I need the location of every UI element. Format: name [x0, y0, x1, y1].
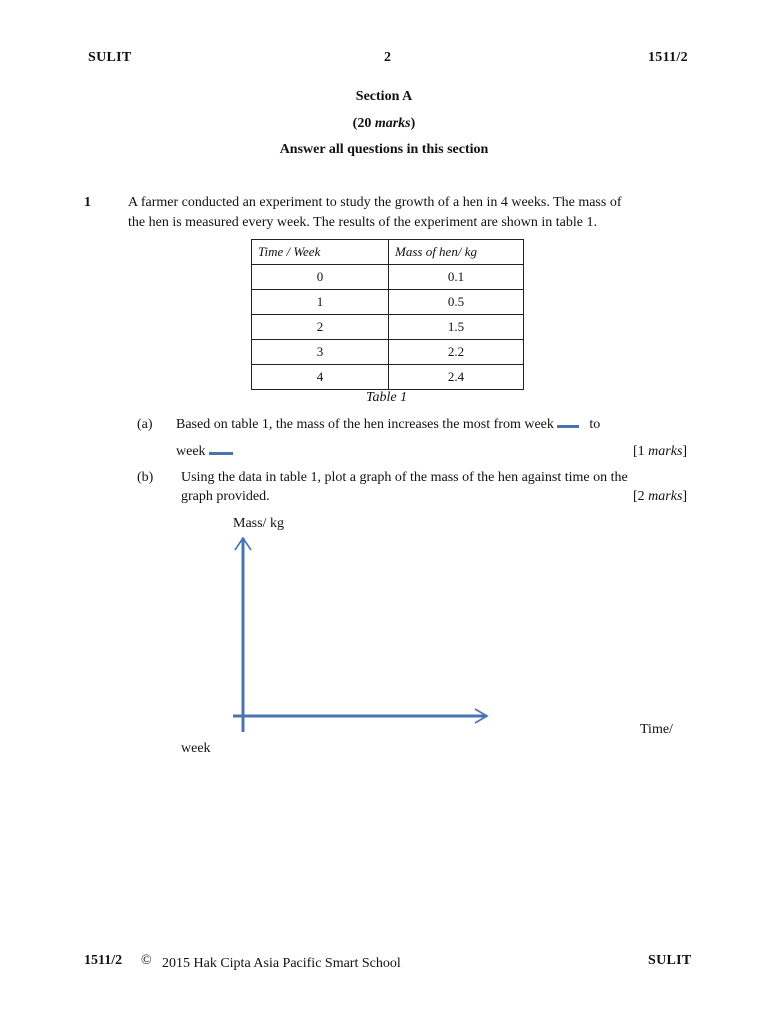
copyright-icon: © — [141, 953, 152, 968]
table-row — [252, 265, 524, 290]
section-instruction: Answer all questions in this section — [279, 142, 489, 157]
part-a-label: (a) — [137, 417, 153, 432]
footer-right: SULIT — [648, 953, 692, 968]
part-b-label: (b) — [137, 470, 154, 485]
table-cell-mass: 1.5 — [389, 315, 524, 340]
table-cell-mass: 0.1 — [389, 265, 524, 290]
part-a-line2: week — [176, 442, 233, 462]
part-b-marks: [2 marks] — [633, 489, 688, 504]
question-text-line2: the hen is measured every week. The results of the experiment are shown in table 1. — [128, 215, 597, 230]
part-a-line1: Based on table 1, the mass of the hen increases the most from week to — [176, 417, 601, 432]
part-b-line2: graph provided. — [181, 489, 270, 504]
table-header-mass: Mass of hen/ kg — [389, 240, 524, 265]
table-header-row — [252, 240, 524, 265]
y-axis-label: Mass/ kg — [233, 516, 284, 531]
table-cell-week: 2 — [252, 315, 389, 340]
table-cell-mass: 2.4 — [389, 365, 524, 390]
question-text-line1: A farmer conducted an experiment to study the growth of a hen in 4 weeks. The mass of — [128, 195, 622, 210]
data-table — [251, 239, 524, 390]
footer-code: 1511/2 — [84, 953, 123, 968]
part-b-line1: Using the data in table 1, plot a graph of the mass of the hen against time on the — [181, 470, 628, 485]
table-caption: Table 1 — [366, 390, 408, 405]
answer-blank-to[interactable] — [209, 442, 233, 455]
table-cell-mass: 0.5 — [389, 290, 524, 315]
section-marks: (20 marks) — [352, 116, 416, 131]
table-cell-week: 3 — [252, 340, 389, 365]
table-cell-week: 4 — [252, 365, 389, 390]
page-number: 2 — [384, 50, 392, 65]
table-row — [252, 365, 524, 390]
x-axis-label-week: week — [181, 741, 211, 756]
table-cell-mass: 2.2 — [389, 340, 524, 365]
table-row — [252, 290, 524, 315]
copyright-text: 2015 Hak Cipta Asia Pacific Smart School — [162, 956, 401, 971]
table-row — [252, 315, 524, 340]
header-right: 1511/2 — [648, 50, 688, 65]
table-row — [252, 340, 524, 365]
part-a-marks: [1 marks] — [633, 444, 688, 459]
table-header-time: Time / Week — [252, 240, 389, 265]
blank-graph-axes — [225, 530, 500, 740]
section-title: Section A — [355, 89, 413, 104]
header-left: SULIT — [88, 50, 132, 65]
question-number: 1 — [84, 195, 91, 210]
x-axis-label-time: Time/ — [640, 722, 673, 737]
answer-blank-from[interactable] — [557, 415, 579, 428]
table-cell-week: 1 — [252, 290, 389, 315]
table-cell-week: 0 — [252, 265, 389, 290]
